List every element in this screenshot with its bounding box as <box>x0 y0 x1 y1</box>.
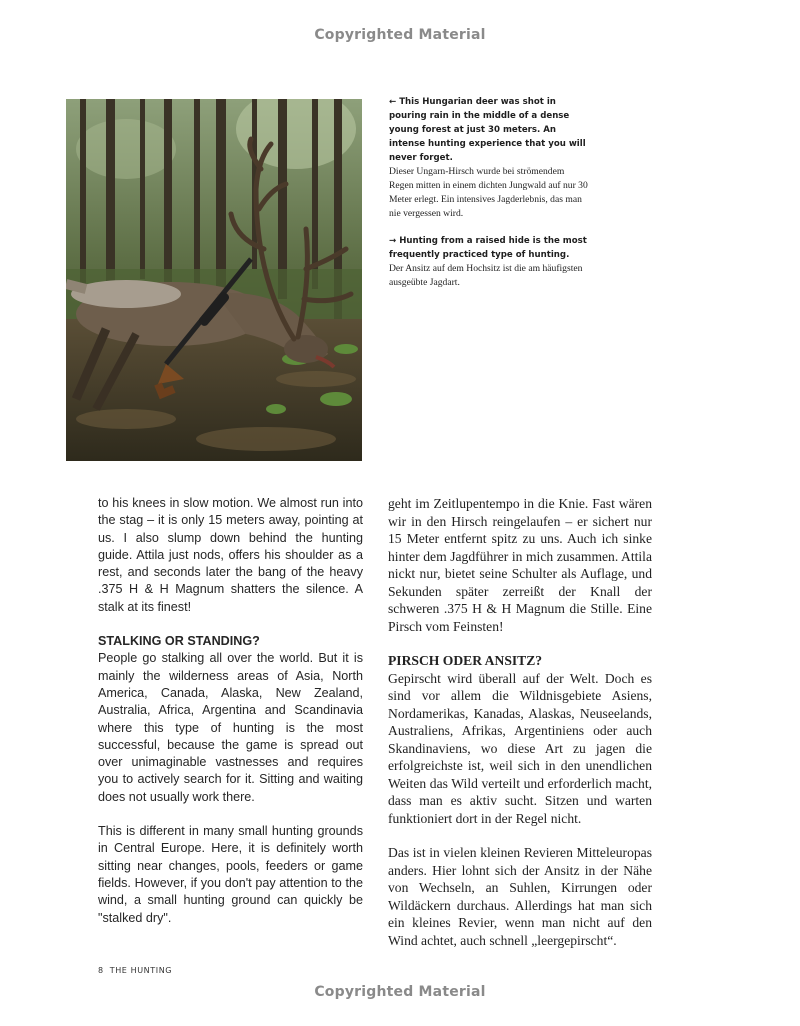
watermark-bottom: Copyrighted Material <box>314 984 486 1000</box>
german-section-heading: PIRSCH ODER ANSITZ? <box>388 653 543 668</box>
deer-photo-illustration <box>66 99 362 461</box>
german-paragraph-2: Das ist in vielen kleinen Revieren Mitteleuropas anders. Hier lohnt sich der Ansitz in der Nähe von Wechseln, an Suhlen, Kirrungen oder Wildäckern durchaus. Allerdings hat man sich ein kleines Revier, wenn man nicht auf den Wind achtet, auch schnell „leergepirscht“. <box>388 845 652 948</box>
english-intro-paragraph: to his knees in slow motion. We almost run into the stag – it is only 15 meters away, pointing at us. I also slump down behind the hunting guide. Attila just nods, offers his shoulder as a rest, and seconds later the bang of the heavy .375 H & H Magnum shatters the silence. A stalk at its finest! <box>98 496 363 614</box>
page-number: 8 <box>98 966 104 975</box>
photo-caption <box>389 95 589 290</box>
caption-second-english: → Hunting from a raised hide is the most frequently practiced type of hunting. <box>389 236 587 260</box>
english-section-heading: STALKING OR STANDING? <box>98 634 260 649</box>
german-paragraph-1: Gepirscht wird überall auf der Welt. Doch es sind vor allem die Wildnisgebiete Asiens, Nordamerikas, Kanadas, Alaskas, Neuseelands, Australiens, Afrikas, Argentiniens oder auch Skandinaviens, wo diese Art zu jagen die erfolgreichste ist, weil sich in den unendlichen Weiten das Wild verteilt und erforderlich macht, dass man es aktiv sucht. Sitzen und warten funktioniert dort in der Regel nicht. <box>388 670 652 826</box>
caption-second-german: Der Ansitz auf dem Hochsitz ist die am häufigsten ausgeübte Jagdart. <box>389 263 583 288</box>
watermark-top: Copyrighted Material <box>314 27 486 43</box>
deer-photo <box>66 99 362 461</box>
english-paragraph-1: People go stalking all over the world. But it is mainly the wilderness areas of Asia, North America, Canada, Alaska, New Zealand, Australia, Africa, Argentina and Scandinavia where this type of hunting is the most successful, because the game is spread out over unimaginable vastnesses and requires you to actively search for it. Sitting and waiting does not usually work there. <box>98 651 363 804</box>
german-column <box>388 495 652 949</box>
caption-first-german: Dieser Ungarn-Hirsch wurde bei strömendem Regen mitten in einem dichten Jungwald auf nur 30 Meter erlegt. Ein intensives Jagderlebnis, das man nie vergessen wird. <box>389 166 588 219</box>
english-paragraph-2: This is different in many small hunting grounds in Central Europe. Here, it is definitely worth sitting near changes, pools, feeders or game fields. However, if you don't pay attention to the wind, a small hunting ground can quickly be "stalked dry". <box>98 824 363 925</box>
german-intro-paragraph: geht im Zeitlupentempo in die Knie. Fast wären wir in den Hirsch reingelaufen – er sichert nur 15 Meter entfernt spitz zu uns. Auch ich sinke hinter dem Jagdführer in mich zusammen. Attila nickt nur, bietet seine Schulter als Auflage, und Sekunden später zerreißt der Knall der schweren .375 H & H Magnum die Stille. Eine Pirsch vom Feinsten! <box>388 496 652 634</box>
page-footer <box>98 966 178 975</box>
caption-first-english: ← This Hungarian deer was shot in pouring rain in the middle of a dense young forest at just 30 meters. An intense hunting experience that you will never forget. <box>389 97 586 163</box>
section-title: THE HUNTING <box>109 966 173 975</box>
english-column <box>98 495 363 927</box>
